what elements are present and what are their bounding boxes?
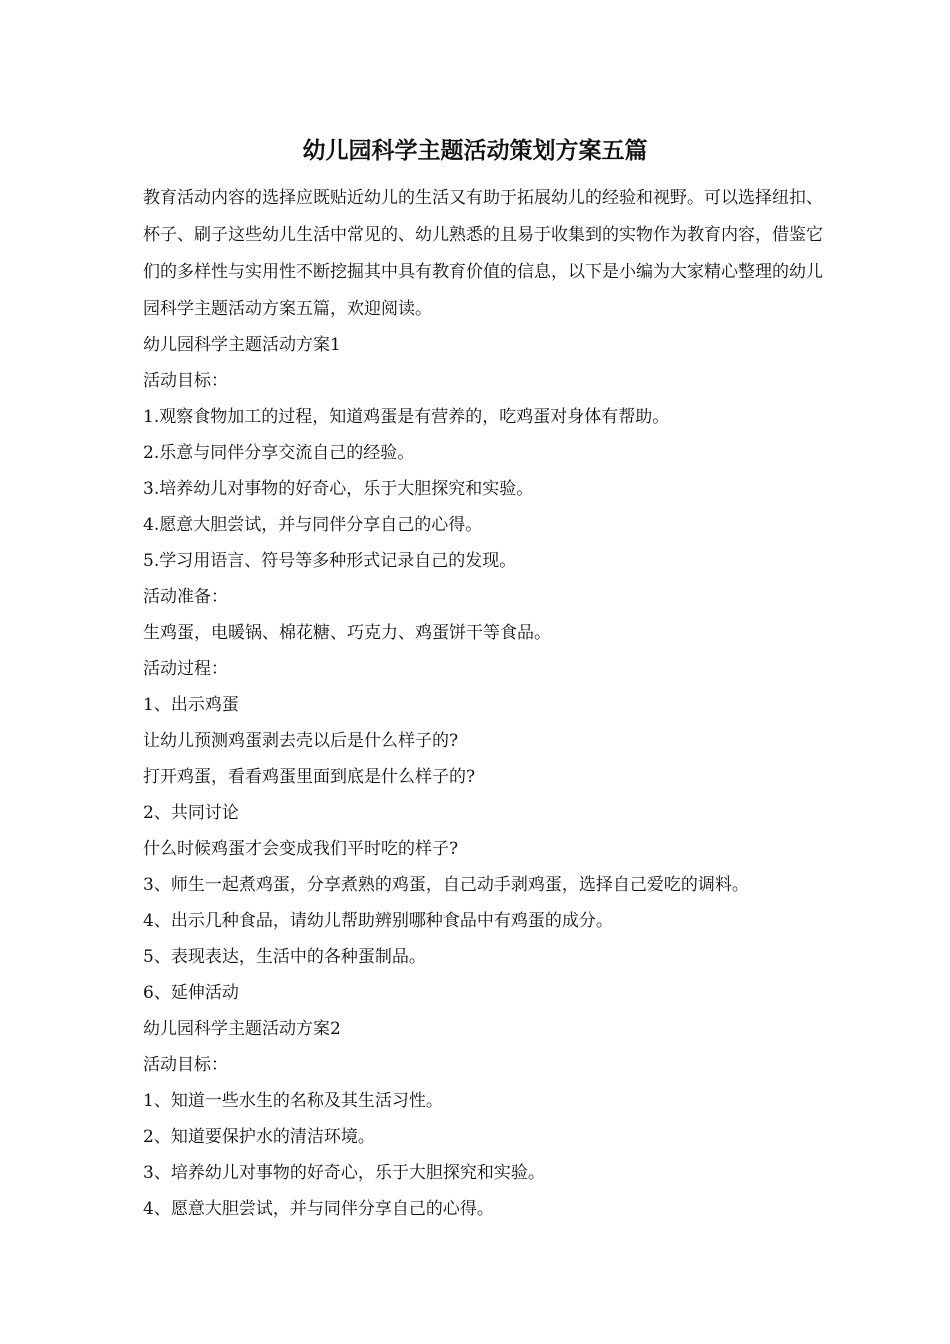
text-line: 打开鸡蛋，看看鸡蛋里面到底是什么样子的? xyxy=(143,767,476,787)
text-line: 3.培养幼儿对事物的好奇心，乐于大胆探究和实验。 xyxy=(143,479,534,499)
text-line: 4、出示几种食品，请幼儿帮助辨别哪种食品中有鸡蛋的成分。 xyxy=(143,911,613,931)
intro-paragraph: 教育活动内容的选择应既贴近幼儿的生活又有助于拓展幼儿的经验和视野。可以选择纽扣、杯子、刷子这些幼儿生活中常见的、幼儿熟悉的且易于收集到的实物作为教育内容，借鉴它们的多样性与实用性不断挖掘其中具有教育价值的信息，以下是小编为大家精心整理的幼儿园科学主题活动方案五篇，欢迎阅读。 xyxy=(143,188,823,319)
text-line: 5.学习用语言、符号等多种形式记录自己的发现。 xyxy=(143,551,517,571)
text-line: 4.愿意大胆尝试，并与同伴分享自己的心得。 xyxy=(143,515,483,535)
document-title: 幼儿园科学主题活动策划方案五篇 xyxy=(302,137,648,164)
text-line: 2.乐意与同伴分享交流自己的经验。 xyxy=(143,443,415,463)
text-line: 什么时候鸡蛋才会变成我们平时吃的样子? xyxy=(143,839,459,859)
text-line: 2、知道要保护水的清洁环境。 xyxy=(143,1127,375,1147)
subheading: 活动目标： xyxy=(143,1055,228,1075)
text-line: 2、共同讨论 xyxy=(143,803,239,823)
text-line: 1、出示鸡蛋 xyxy=(143,695,239,715)
subheading: 活动过程： xyxy=(143,659,228,679)
text-line: 4、愿意大胆尝试，并与同伴分享自己的心得。 xyxy=(143,1199,494,1219)
content-lines xyxy=(143,327,833,1227)
subheading: 活动目标： xyxy=(143,371,228,391)
text-line: 让幼儿预测鸡蛋剥去壳以后是什么样子的? xyxy=(143,731,459,751)
text-line: 1、知道一些水生的名称及其生活习性。 xyxy=(143,1091,443,1111)
text-line: 生鸡蛋，电暖锅、棉花糖、巧克力、鸡蛋饼干等食品。 xyxy=(143,623,551,643)
text-line: 1.观察食物加工的过程，知道鸡蛋是有营养的，吃鸡蛋对身体有帮助。 xyxy=(143,407,670,427)
text-line: 3、师生一起煮鸡蛋，分享煮熟的鸡蛋，自己动手剥鸡蛋，选择自己爱吃的调料。 xyxy=(143,875,749,895)
section-heading: 幼儿园科学主题活动方案2 xyxy=(143,1019,341,1039)
subheading: 活动准备： xyxy=(143,587,228,607)
section-heading: 幼儿园科学主题活动方案1 xyxy=(143,335,341,355)
text-line: 6、延伸活动 xyxy=(143,983,239,1003)
text-line: 3、培养幼儿对事物的好奇心，乐于大胆探究和实验。 xyxy=(143,1163,545,1183)
text-line: 5、表现表达，生活中的各种蛋制品。 xyxy=(143,947,426,967)
